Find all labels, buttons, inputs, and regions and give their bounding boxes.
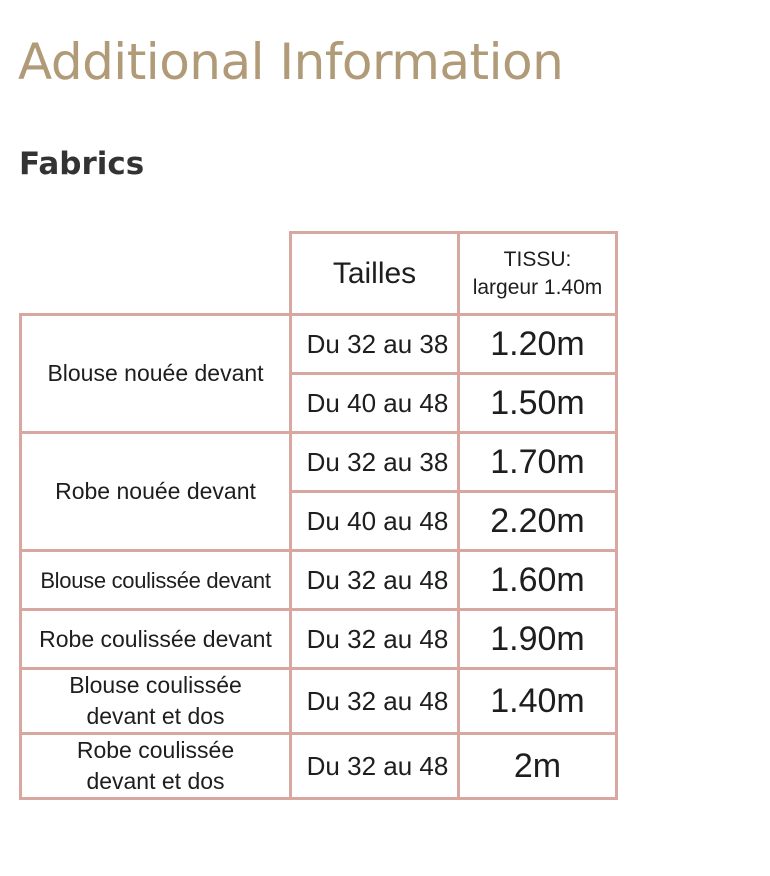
model-name: [21, 669, 291, 734]
size-range: Du 40 au 48: [291, 374, 459, 433]
fabric-quantity: 1.40m: [459, 669, 617, 734]
fabric-quantity: 1.90m: [459, 610, 617, 669]
header-fabric-width: [459, 233, 617, 315]
model-name: Robe nouée devant: [21, 433, 291, 551]
fabric-quantity: 1.70m: [459, 433, 617, 492]
table-header-row: [21, 233, 617, 315]
table-row: [21, 610, 617, 669]
header-sizes: Tailles: [291, 233, 459, 315]
size-range: Du 32 au 38: [291, 315, 459, 374]
table-corner-cell: [21, 233, 291, 315]
fabric-quantity: 1.60m: [459, 551, 617, 610]
model-name-line: Blouse coulissée: [69, 672, 242, 698]
header-fabric-width-value: largeur 1.40m: [472, 275, 603, 299]
fabric-quantity: 2m: [459, 734, 617, 799]
model-name: Blouse nouée devant: [21, 315, 291, 433]
page-title: Additional Information: [18, 33, 564, 91]
size-range: Du 32 au 48: [291, 734, 459, 799]
header-fabric-label: TISSU:: [503, 247, 572, 271]
fabric-quantity: 1.50m: [459, 374, 617, 433]
size-range: Du 32 au 48: [291, 610, 459, 669]
fabric-quantity: 1.20m: [459, 315, 617, 374]
model-name: Blouse coulissée devant: [21, 551, 291, 610]
model-name-line: devant et dos: [86, 768, 225, 794]
table-row: [21, 315, 617, 374]
section-title-fabrics: Fabrics: [19, 146, 145, 182]
fabric-requirements-table: [19, 231, 618, 800]
fabric-quantity: 2.20m: [459, 492, 617, 551]
size-range: Du 32 au 48: [291, 669, 459, 734]
table-row: [21, 551, 617, 610]
model-name-line: devant et dos: [86, 703, 225, 729]
size-range: Du 32 au 48: [291, 551, 459, 610]
size-range: Du 32 au 38: [291, 433, 459, 492]
size-range: Du 40 au 48: [291, 492, 459, 551]
table-row: [21, 734, 617, 799]
table-row: [21, 669, 617, 734]
model-name-line: Robe coulissée: [76, 737, 235, 763]
table-row: [21, 433, 617, 492]
model-name: [21, 734, 291, 799]
model-name: Robe coulissée devant: [21, 610, 291, 669]
